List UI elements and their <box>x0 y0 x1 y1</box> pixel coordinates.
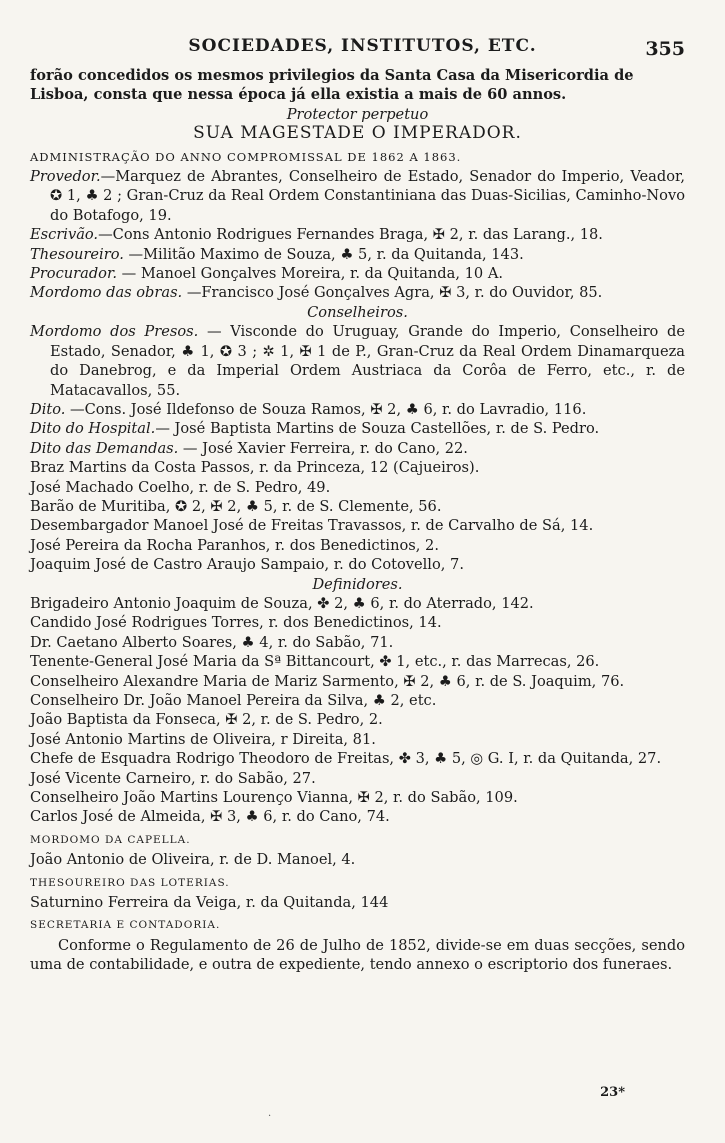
secretaria-text: Conforme o Regulamento de 26 de Julho de 1852, divide-se em duas secções, sendo uma de contabilidade, e outra de expediente, tendo annexo o escriptorio dos funeraes. <box>30 936 685 974</box>
running-title: SOCIEDADES, INSTITUTOS, ETC. <box>188 36 537 56</box>
dot-mark: . <box>268 1108 272 1119</box>
entry-text: José Pereira da Rocha Paranhos, r. dos Benedictinos, 2. <box>30 536 439 554</box>
entry-role: Procurador. <box>30 265 117 283</box>
entry-text: — José Baptista Martins de Souza Castellões, r. de S. Pedro. <box>155 420 600 438</box>
intro-line: Lisboa, consta que nessa época já ella existia a mais de 60 annos. <box>30 86 567 104</box>
entry-text: Barão de Muritiba, ✪ 2, ✠ 2, ♣ 5, r. de S. Clemente, 56. <box>30 497 442 515</box>
entry-text: — José Xavier Ferreira, r. do Cano, 22. <box>178 439 468 457</box>
entry-role: Dito. <box>30 400 66 418</box>
conselheiro-entry <box>30 322 685 400</box>
running-header <box>30 36 695 66</box>
entry-role: Provedor. <box>30 168 101 186</box>
definidor-entry: Chefe de Esquadra Rodrigo Theodoro de Freitas, ✤ 3, ♣ 5, ◎ G. I, r. da Quitanda, 27. <box>30 750 662 768</box>
loterias-heading: THESOUREIRO DAS LOTERIAS. <box>30 876 230 889</box>
entry-text: Joaquim José de Castro Araujo Sampaio, r. do Cotovello, 7. <box>30 556 464 574</box>
definidores-heading: Definidores. <box>312 575 403 593</box>
entry-text: José Machado Coelho, r. de S. Pedro, 49. <box>30 478 331 496</box>
entry-role: Thesoureiro. <box>30 245 124 263</box>
conselheiro-entry <box>30 516 685 535</box>
entry-text: —Cons Antonio Rodrigues Fernandes Braga, ✠ 2, r. das Larang., 18. <box>98 226 603 244</box>
signature-mark: 23* <box>600 1085 625 1100</box>
entry-text: — Visconde do Uruguay, Grande do Imperio, Conselheiro de Estado, Senador, ♣ 1, ✪ 3 ; ✲ 1, ✠ 1 de P., Gran-Cruz da Real Ordem Dinamarqueza do Danebrog, e da Imperial Ordem Austriaca da Corôa de Ferro, etc., r. de Matacavallos, 55. <box>50 323 685 399</box>
entry-role: Dito do Hospital. <box>30 420 156 438</box>
admin-entry <box>30 167 685 225</box>
conselheiro-entry <box>30 458 685 477</box>
definidor-entry: Conselheiro João Martins Lourenço Vianna, ✠ 2, r. do Sabão, 109. <box>30 789 518 807</box>
admin-entry <box>30 264 685 283</box>
admin-entry <box>30 283 685 302</box>
conselheiro-entry <box>30 439 685 458</box>
document-body <box>30 66 685 975</box>
entry-text: Braz Martins da Costa Passos, r. da Princeza, 12 (Cajueiros). <box>30 459 480 477</box>
entry-text: —Cons. José Ildefonso de Souza Ramos, ✠ 2, ♣ 6, r. do Lavradio, 116. <box>65 400 587 418</box>
definidor-entry: José Antonio Martins de Oliveira, r Direita, 81. <box>30 730 376 748</box>
capella-heading: MORDOMO DA CAPELLA. <box>30 833 191 846</box>
conselheiro-entry <box>30 400 685 419</box>
definidor-entry: João Baptista da Fonseca, ✠ 2, r. de S. Pedro, 2. <box>30 711 383 729</box>
conselheiro-entry <box>30 497 685 516</box>
definidor-entry: José Vicente Carneiro, r. do Sabão, 27. <box>30 769 316 787</box>
definidor-entry: Conselheiro Alexandre Maria de Mariz Sarmento, ✠ 2, ♣ 6, r. de S. Joaquim, 76. <box>30 672 625 690</box>
intro-line: forão concedidos os mesmos privilegios da Santa Casa da Misericordia de <box>30 67 634 84</box>
admin-heading: ADMINISTRAÇÃO DO ANNO COMPROMISSAL DE 1862 A 1863. <box>30 149 462 164</box>
entry-text: —Francisco José Gonçalves Agra, ✠ 3, r. do Ouvidor, 85. <box>182 284 603 302</box>
conselheiro-entry <box>30 478 685 497</box>
conselheiro-entry <box>30 555 685 574</box>
definidor-entry: Dr. Caetano Alberto Soares, ♣ 4, r. do Sabão, 71. <box>30 633 394 651</box>
secretaria-heading: SECRETARIA E CONTADORIA. <box>30 919 221 932</box>
entry-role: Dito das Demandas. <box>30 439 179 457</box>
entry-text: Desembargador Manoel José de Freitas Travassos, r. de Carvalho de Sá, 14. <box>30 517 594 535</box>
definidor-entry: Carlos José de Almeida, ✠ 3, ♣ 6, r. do Cano, 74. <box>30 808 390 826</box>
entry-role: Mordomo dos Presos. <box>30 323 199 341</box>
page-number: 355 <box>645 38 685 60</box>
conselheiro-entry <box>30 419 685 438</box>
entry-text: —Marquez de Abrantes, Conselheiro de Estado, Senador do Imperio, Veador, ✪ 1, ♣ 2 ; Gran-Cruz da Real Ordem Constantiniana das Duas-Sicilias, Caminho-Novo do Botafogo, 19. <box>50 168 685 224</box>
entry-text: — Manoel Gonçalves Moreira, r. da Quitanda, 10 A. <box>116 265 504 283</box>
entry-role: Mordomo das obras. <box>30 284 183 302</box>
loterias-entry: Saturnino Ferreira da Veiga, r. da Quitanda, 144 <box>30 894 389 912</box>
admin-entry <box>30 245 685 264</box>
admin-entry <box>30 225 685 244</box>
definidor-entry: Tenente-General José Maria da Sª Bittancourt, ✤ 1, etc., r. das Marrecas, 26. <box>30 653 600 671</box>
entry-text: —Militão Maximo de Souza, ♣ 5, r. da Quitanda, 143. <box>123 245 524 263</box>
conselheiros-heading: Conselheiros. <box>307 303 408 321</box>
definidor-entry: Brigadeiro Antonio Joaquim de Souza, ✤ 2, ♣ 6, r. do Aterrado, 142. <box>30 594 534 612</box>
definidor-entry: Candido José Rodrigues Torres, r. dos Benedictinos, 14. <box>30 614 442 632</box>
definidor-entry: Conselheiro Dr. João Manoel Pereira da Silva, ♣ 2, etc. <box>30 692 437 709</box>
protector-name: SUA MAGESTADE O IMPERADOR. <box>193 123 522 144</box>
capella-entry: João Antonio de Oliveira, r. de D. Manoel, 4. <box>30 851 356 869</box>
entry-role: Escrivão. <box>30 226 99 244</box>
protector-label: Protector perpetuo <box>286 105 429 123</box>
conselheiro-entry <box>30 536 685 555</box>
